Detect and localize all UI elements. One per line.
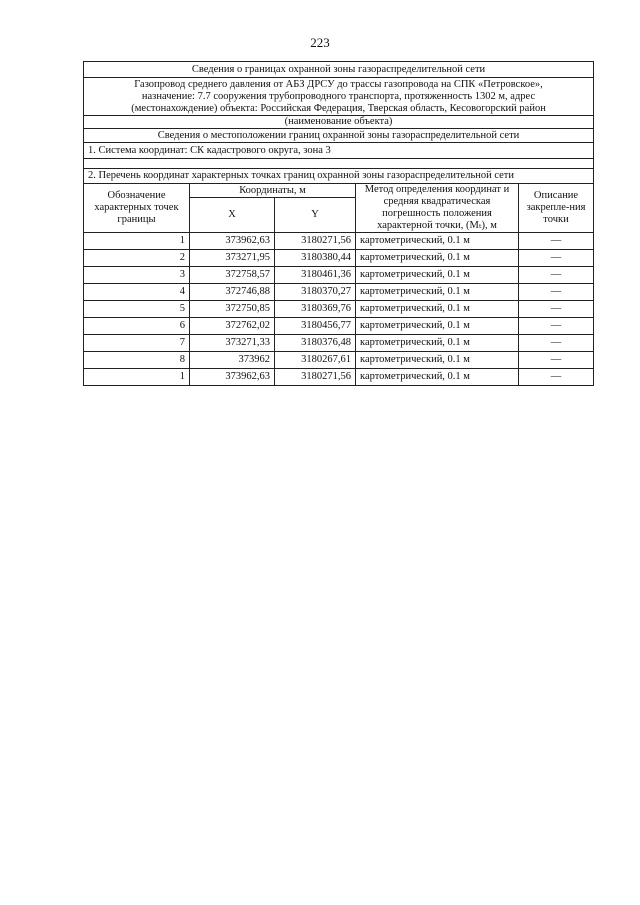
object-line: Газопровод среднего давления от АБЗ ДРСУ до трассы газопровода на СПК «Петровское»,	[134, 78, 543, 90]
table-row	[84, 301, 594, 318]
table-row	[84, 318, 594, 335]
method-cell: картометрический, 0.1 м	[356, 352, 519, 369]
description-cell: —	[519, 233, 594, 250]
object-line: (местонахождение) объекта: Российская Федерация, Тверская область, Кесовогорский район	[131, 102, 546, 114]
x-cell: 372750,85	[190, 301, 275, 318]
table-row	[84, 335, 594, 352]
point-cell: 5	[84, 301, 190, 318]
description-cell: —	[519, 301, 594, 318]
point-cell: 2	[84, 250, 190, 267]
table-row	[84, 250, 594, 267]
description-cell: —	[519, 369, 594, 386]
point-cell: 3	[84, 267, 190, 284]
x-cell: 372762,02	[190, 318, 275, 335]
description-cell: —	[519, 318, 594, 335]
x-cell: 373271,95	[190, 250, 275, 267]
object-name-label: (наименование объекта)	[84, 116, 594, 129]
page-number: 223	[310, 35, 330, 50]
table-row	[84, 352, 594, 369]
y-cell: 3180376,48	[275, 335, 356, 352]
description-cell: —	[519, 267, 594, 284]
point-cell: 1	[84, 369, 190, 386]
method-cell: картометрический, 0.1 м	[356, 335, 519, 352]
x-cell: 373271,33	[190, 335, 275, 352]
table-row	[84, 284, 594, 301]
method-cell: картометрический, 0.1 м	[356, 284, 519, 301]
point-cell: 7	[84, 335, 190, 352]
boundary-table	[83, 61, 594, 386]
y-cell: 3180267,61	[275, 352, 356, 369]
document-title: Сведения о границах охранной зоны газораспределительной сети	[84, 62, 594, 78]
x-cell: 373962	[190, 352, 275, 369]
header-point: Обозначение характерных точек границы	[84, 184, 190, 233]
point-cell: 8	[84, 352, 190, 369]
method-cell: картометрический, 0.1 м	[356, 250, 519, 267]
header-description: Описание закрепле-ния точки	[519, 184, 594, 233]
y-cell: 3180456,77	[275, 318, 356, 335]
header-coordinates: Координаты, м	[190, 184, 356, 198]
y-cell: 3180370,27	[275, 284, 356, 301]
table-row	[84, 233, 594, 250]
description-cell: —	[519, 352, 594, 369]
x-cell: 373962,63	[190, 233, 275, 250]
header-method: Метод определения координат и средняя квадратическая погрешность положения характерной точки, (Mₜ), м	[356, 184, 519, 233]
table-row	[84, 369, 594, 386]
y-cell: 3180369,76	[275, 301, 356, 318]
object-description	[84, 78, 594, 116]
coordinate-system: 1. Система координат: СК кадастрового округа, зона 3	[84, 143, 594, 159]
method-cell: картометрический, 0.1 м	[356, 301, 519, 318]
method-cell: картометрический, 0.1 м	[356, 369, 519, 386]
location-section-heading: Сведения о местоположении границ охранной зоны газораспределительной сети	[84, 129, 594, 143]
header-y: Y	[275, 198, 356, 233]
points-list-title: 2. Перечень координат характерных точках границ охранной зоны газораспределительной сети	[84, 169, 594, 184]
y-cell: 3180271,56	[275, 369, 356, 386]
point-cell: 4	[84, 284, 190, 301]
description-cell: —	[519, 284, 594, 301]
header-x: X	[190, 198, 275, 233]
y-cell: 3180271,56	[275, 233, 356, 250]
description-cell: —	[519, 250, 594, 267]
y-cell: 3180461,36	[275, 267, 356, 284]
spacer	[84, 159, 594, 169]
method-cell: картометрический, 0.1 м	[356, 267, 519, 284]
point-cell: 6	[84, 318, 190, 335]
object-line: назначение: 7.7 сооружения трубопроводного транспорта, протяженность 1302 м, адрес	[141, 90, 536, 102]
table-row	[84, 267, 594, 284]
x-cell: 372758,57	[190, 267, 275, 284]
description-cell: —	[519, 335, 594, 352]
y-cell: 3180380,44	[275, 250, 356, 267]
x-cell: 373962,63	[190, 369, 275, 386]
x-cell: 372746,88	[190, 284, 275, 301]
method-cell: картометрический, 0.1 м	[356, 233, 519, 250]
method-cell: картометрический, 0.1 м	[356, 318, 519, 335]
point-cell: 1	[84, 233, 190, 250]
